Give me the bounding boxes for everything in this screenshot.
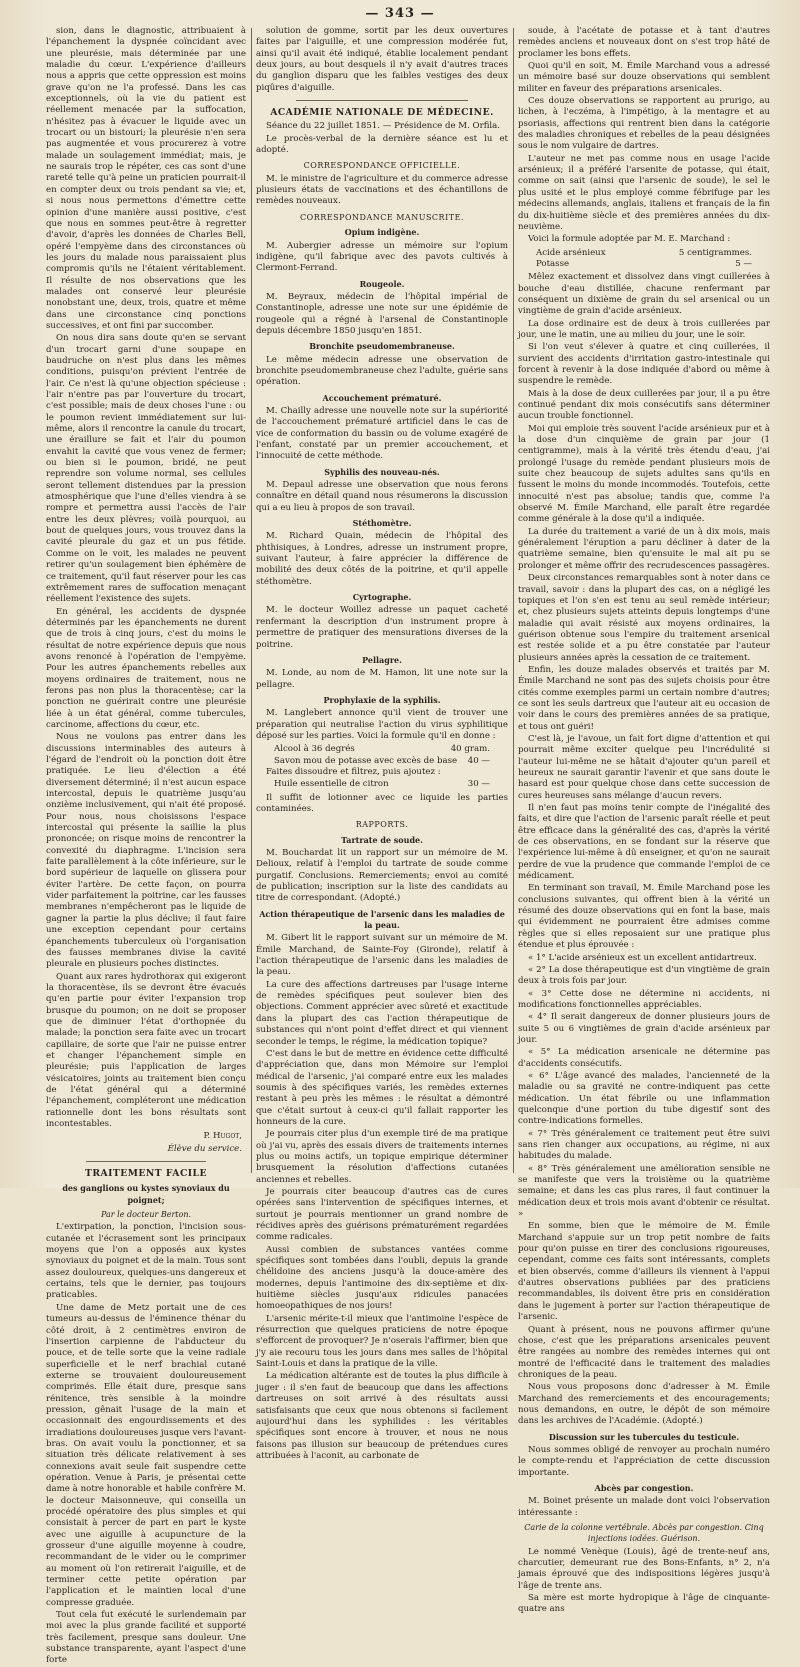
heading-pellagre: Pellagre. [362,654,402,665]
paragraph: M. le ministre de l'agriculture et du commerce adresse plusieurs états de vaccinations et des échantillons de remèdes nouveaux. [256,173,508,207]
paragraph: Je pourrais citer beaucoup d'autres cas de cures opérées sans l'intervention de spécifiques internes, et surtout je pourrais mentionner un grand nombre de récidives après des guérisons prématurément regardées comme radicales. [256,1186,508,1243]
conclusion-item: « 4° Il serait dangereux de donner plusieurs jours de suite 5 ou 6 vingtièmes de grain d'acide arsénieux par jour. [518,1012,770,1045]
column-middle [256,26,508,1461]
paragraph: M. Londe, au nom de M. Hamon, lit une note sur la pellagre. [256,668,508,690]
paragraph: M. Gibert lit le rapport suivant sur un mémoire de M. Émile Marchand, de Sainte-Foy (Gironde), relatif à l'action thérapeutique de l'arsenic dans les maladies de la peau. [256,933,508,978]
conclusion-item: « 5° La médication arsenicale ne détermine pas d'accidents consécutifs. [518,1047,770,1069]
paragraph: Il n'en faut pas moins tenir compte de l'inégalité des faits, et dire que l'action de l'arsenic paraît réelle et peut être efficace dans la généralité des cas, d'après la vérité de ces observations, en se fondant sur la réserve que l'expérience lui-même à dû enseigner, et qu'on ne saurait perdre de vue la prudence que commande l'emploi de ce médicament. [518,803,770,882]
conclusion-item: « 6° L'âge avancé des malades, l'ancienneté de la maladie ou sa gravité ne contre-indiquent pas cette médication. Un état fébrile ou une inflammation quelconque d'une portion du tube digestif sont des contre-indications formelles. [518,1070,770,1127]
academy-title: ACADÉMIE NATIONALE DE MÉDECINE. [270,107,494,119]
recipe-item: Acide arsénieux [536,247,606,258]
recipe-line [256,756,508,767]
paragraph: Deux circonstances remarquables sont à noter dans ce travail, savoir : dans la plupart des cas, on a négligé les topiques et l'on s'en est tenu au seul remède intérieur; et, chez plusieurs sujets atteints depuis longtemps d'une maladie qui avait résisté aux moyens ordinaires, la guérison obtenue sous l'empire du traitement arsenical est restée solide et a pu être constatée par l'auteur plusieurs années après la cessation de ce traitement. [518,573,770,663]
paragraph: M. Boinet présente un malade dont voici l'observation intéressante : [518,1496,770,1518]
paragraph: En somme, bien que le mémoire de M. Émile Marchand s'appuie sur un trop petit nombre de faits pour qu'on puisse en tirer des conclusions rigoureuses, cependant, comme ces faits sont intéressants, complets et bien observés, comme d'ailleurs ils viennent à l'appui d'autres observations publiées par des praticiens recommandables, ils doivent être pris en considération dans le jugement à porter sur l'action thérapeutique de l'arsenic. [518,1221,770,1323]
paragraph: L'arsenic mérite-t-il mieux que l'antimoine l'espèce de résurrection que quelques praticiens de notre époque s'efforcent de provoquer? Je n'oserais l'affirmer, bien que j'y aie recouru tous les jours dans mes salles de l'hôpital Saint-Louis et dans la pratique de la ville. [256,1313,508,1370]
heading-official: CORRESPONDANCE OFFICIELLE. [303,161,461,171]
case-title: Carie de la colonne vertébrale. Abcès par congestion. Cinq injections iodées. Guérison. [524,1523,764,1544]
heading-rougeole: Rougeole. [359,278,405,289]
conclusion-item: « 2° La dose thérapeutique est d'un vingtième de grain deux à trois fois par jour. [518,964,770,987]
paragraph: Mêlez exactement et dissolvez dans vingt cuillerées à bouche d'eau distillée, chacune renfermant par conséquent un dixième de grain du sel arsenical ou un vingtième de grain d'acide arsénieux. [518,272,770,317]
heading-opium: Opium indigène. [344,227,420,238]
paragraph: Voici la formule adoptée par M. E. Marchand : [528,234,731,245]
paragraph: M. Depaul adresse une observation que nous ferons connaître en détail quand nous résumerons la discussion qui a eu lieu à propos de son travail. [256,480,508,513]
heading-abces: Abcès par congestion. [594,1482,694,1493]
conclusion-item: « 8° Très généralement une amélioration sensible ne se manifeste que vers la troisième ou la quatrième semaine; et dans les cas plus rares, il faut continuer la médication deux et trois mois avant d'obtenir ce résultat. » [518,1163,770,1220]
paragraph: Enfin, les douze malades observés et traités par M. Émile Marchand ne sont pas des sujets choisis pour être cités comme exemples parmi un certain nombre d'autres; ce sont les seuls dartreux que l'auteur ait eu occasion de voir dans le cours des premières années de sa pratique, et tous ont guéri! [518,664,770,732]
conclusion-item: « 1° L'acide arsénieux est un excellent antidartreux. [528,952,757,963]
paragraph: M. le docteur Woillez adresse un paquet cacheté renfermant la description d'un instrument propre à permettre de pratiquer des mensurations diverses de la poitrine. [256,605,508,650]
article-byline: Par le docteur Berton. [100,1210,192,1220]
paragraph: Quant aux rares hydrothorax qui exigeront la thoracentèse, ils se devront être évacués qu'en partie pour éviter l'expansion trop brusque du poumon; on ne doit se proposer que de diminuer l'état d'orthopnée du malade; la ponction sera faite avec un trocart capillaire, de sorte que l'air ne puisse entrer et changer l'épanchement simple en pleurésie; puis l'application de larges vésicatoires, joints au traitement bien conçu de l'état général qui a déterminé l'épanchement, compléteront une médication rationnelle dont les bons résultats sont incontestables. [46,971,246,1129]
recipe-line [256,779,508,790]
heading-prophylaxie: Prophylaxie de la syphilis. [323,694,441,705]
recipe-block [518,248,770,271]
session-line: Séance du 22 juillet 1851. — Présidence de M. Orfila. [266,121,501,132]
page-number: — 343 — [365,6,435,21]
heading-discussion: Discussion sur les tubercules du testicule. [548,1431,740,1442]
heading-tartrate: Tartrate de soude. [341,834,423,845]
heading-rapports: RAPPORTS. [355,820,409,830]
paragraph: Aussi combien de substances vantées comme spécifiques sont tombées dans l'oubli, depuis la grande chélidoine des anciens jusqu'à la douce-amère des modernes, depuis l'antimoine des dix-septième et dix-huitième siècles jusqu'aux ridicules panacées homoeopathiques de nos jours! [256,1244,508,1312]
paragraph: Je pourrais citer plus d'un exemple tiré de ma pratique où j'ai vu, après des essais divers de traitements internes plus ou moins actifs, un topique empirique déterminer brusquement la résolution d'affections cutanées anciennes et rebelles. [256,1129,508,1185]
heading-syphilis: Syphilis des nouveau-nés. [324,466,440,477]
column-divider-left [251,28,252,1173]
recipe-item: Potasse [536,258,570,269]
column-divider-right [513,28,514,1173]
paragraph: M. Chailly adresse une nouvelle note sur la supériorité de l'accouchement prématuré artificiel dans le cas de vice de conformation du bassin ou de volume exagéré de l'enfant, constaté par un premier accouchement, et l'innocuité de cette méthode. [256,405,508,462]
section-separator [296,100,468,101]
signature-title: Élève du service. [167,1143,242,1154]
article-title: TRAITEMENT FACILE [84,1168,208,1180]
paragraph: M. Beyraux, médecin de l'hôpital impérial de Constantinople, adresse une note sur une épidémie de rougeole qui a régné à l'arsenal de Constantinople depuis décembre 1850 jusqu'en 1851. [256,291,508,336]
recipe-line [256,744,508,755]
paragraph: On nous dira sans doute qu'en se servant d'un trocart garni d'une soupape en baudruche on n'est plus dans les mêmes conditions, puisqu'on prévient l'entrée de l'air. Ce n'est là qu'une objection spécieuse : l'air n'entre pas par l'ouverture du trocart, c'est possible; mais de deux choses l'une : ou le poumon revient immédiatement sur lui-même, alors il rencontre la canule du trocart, une éraillure se fait et l'air du poumon envahit la cavité que vous venez de fermer; ou bien si le poumon, bridé, ne peut reprendre son volume normal, ses cellules seront tellement distendues par la pression atmosphérique que l'une d'elles viendra à se rompre et permettra aussi l'accès de l'air entre les deux plèvres; voilà pourquoi, au bout de quelques jours, vous trouvez dans la cavité pleurale du gaz et un pus fétide. Comme on le voit, les malades ne peuvent retirer qu'un soulagement bien éphémère de ce traitement, qu'il faut réserver pour les cas extrêmement rares de suffocation menaçant réellement l'existence des sujets. [46,333,246,605]
recipe-qty: 30 — [467,779,490,790]
paragraph: soude, à l'acétate de potasse et à tant d'autres remèdes anciens et nouveaux dont on s'est trop hâté de proclamer les bons effets. [518,26,770,59]
paragraph: Ces douze observations se rapportent au prurigo, au lichen, à l'eczéma, à l'impétigo, à la mentagre et au psoriasis, affections qui rentrent bien dans la catégorie des maladies chroniques et rebelles de la peau désignées sous le nom vulgaire de dartres. [518,96,770,152]
paragraph: Une dame de Metz portait une de ces tumeurs au-dessus de l'éminence thénar du côté droit, à 2 centimètres environ de l'insertion carpienne de l'abducteur du pouce, et de telle sorte que la veine radiale superficielle et le nerf brachial cutané externe se trouvaient douloureusement comprimés. Elle était dure, presque sans rénitence, très sensible à la moindre pression, gênait l'usage de la main et occasionnait des engourdissements et des irradiations douloureuses jusque vers l'avant-bras. On avait voulu la ponctionner, et sa situation très délicate relativement à ses connexions avait seule fait suspendre cette opération. Venue à Paris, je présentai cette dame à notre honorable et habile confrère M. le docteur Maisonneuve, qui conseilla un procédé opératoire des plus simples et qui consistait à percer de part en part le kyste avec une aiguille à acupuncture de la grosseur d'une aiguille moyenne à coudre, recommandant de le vider ou le comprimer au moment où l'on retirerait l'aiguille, et de terminer cette petite opération par l'application et le maintien local d'une compresse graduée. [46,1302,246,1608]
paragraph: La durée du traitement a varié de un à dix mois, mais généralement l'éruption a paru décliner à dater de la quatrième semaine, bien qu'ensuite le mal ait pu se prolonger et même offrir des recrudescences passagères. [518,526,770,571]
paragraph: La cure des affections dartreuses par l'usage interne de remèdes spécifiques peut soulever bien des objections. Comment apprécier avec sûreté et exactitude dans la plupart des cas l'action thérapeutique de substances qui n'ont point d'effet direct et qui viennent seconder le temps, le régime, la médication topique? [256,979,508,1047]
conclusion-item: « 7° Très généralement ce traitement peut être suivi sans rien changer aux occupations, au régime, ni aux habitudes du malade. [518,1128,770,1162]
paragraph: En terminant son travail, M. Émile Marchand pose les conclusions suivantes, qui offrent bien à la vérité un résumé des douze observations qui en font la base, mais qui évidemment ne pourraient être admises comme règles que si elles reposaient sur une pratique plus étendue et plus éprouvée : [518,883,770,951]
column-right [518,26,770,1615]
paragraph: M. Bouchardat lit un rapport sur un mémoire de M. Delioux, relatif à l'emploi du tartrate de soude comme purgatif. Conclusions. Remerciements; envoi au comité de publication; inscription sur la liste des candidats au titre de correspondant. (Adopté.) [256,848,508,904]
paragraph: La médication altérante est de toutes la plus difficile à juger : il s'en faut de beaucoup que dans les affections dartreuses on soit arrivé à des résultats aussi satisfaisants que ceux que nous obtenons si facilement aujourd'hui dans les syphilides : les véritables spécifiques sont encore à trouver, et nous ne nous faisons pas illusion sur beaucoup de prétendues cures attribuées à l'aconit, au carbonate de [256,1371,508,1461]
paragraph: C'est là, je l'avoue, un fait fort digne d'attention et qui pourrait même exciter quelque peu l'incrédulité si l'auteur lui-même ne se hâtait d'ajouter qu'un pareil et heureux ne saurait garantir l'avenir et que sans doute le hasard est pour quelque chose dans cette succession de cures heureuses sans mélange d'aucun revers. [518,733,770,801]
heading-manuscript: CORRESPONDANCE MANUSCRITE. [300,212,464,222]
paragraph: Nous vous proposons donc d'adresser à M. Émile Marchand des remerciements et des encouragements; nous demandons, en outre, le dépôt de son mémoire dans les archives de l'Académie. (Adopté.) [518,1382,770,1427]
paragraph: solution de gomme, sortit par les deux ouvertures faites par l'aiguille, et une compression modérée fut, ainsi qu'il avait été indiqué, établie localement pendant deux jours, au bout desquels il n'y avait d'autres traces du ganglion disparu que les faibles vestiges des deux piqûres d'aiguille. [256,26,508,93]
heading-cyrtographe: Cyrtographe. [352,592,412,603]
recipe-item: Alcool à 36 degrés [274,744,355,755]
heading-bronchite: Bronchite pseudomembraneuse. [309,341,455,352]
conclusion-item: « 3° Cette dose ne détermine ni accidents, ni modifications fonctionnelles appréciables. [518,988,770,1010]
heading-accouchement: Accouchement prématuré. [322,392,442,403]
article-subtitle: des ganglions ou kystes synoviaux du poignet; [62,1183,230,1205]
paragraph: L'auteur ne met pas comme nous en usage l'acide arsénieux; il a préféré l'arsenite de potasse, qui était, comme on sait (ainsi que l'arsenic de soude), le sel le plus usité et le plus employé comme fébrifuge par les médecins allemands, anglais, italiens et français de la fin du dix-huitième siècle et des premières années du dix-neuvième. [518,153,770,232]
recipe-qty: 40 gram. [450,744,490,755]
paragraph: Le même médecin adresse une observation de bronchite pseudomembraneuse chez l'adulte, guérie sans opération. [256,354,508,388]
heading-stethometre: Stéthomètre. [352,518,412,529]
recipe-note: Faites dissoudre et filtrez, puis ajoutez : [266,766,441,777]
recipe-block [256,744,508,790]
column-left [46,26,246,1666]
paragraph: Nous ne voulons pas entrer dans les discussions interminables des auteurs à l'égard de l'endroit où la ponction doit être pratiquée. Le lieu d'élection a été diversement déterminé; il n'est aucun espace intercostal, depuis le quatrième jusqu'au onzième inclusivement, qui n'ait été proposé. Pour nous, nous choisissons l'espace intercostal qui présente la saillie la plus prononcée; on risque moins de rencontrer la convexité du diaphragme. L'incision sera faite parallèlement à la côte inférieure, sur le bord supérieur de laquelle on glissera pour éviter l'artère. De cette façon, on pourra vider parfaitement la poitrine, car les fausses membranes n'empêcheront pas le liquide de gagner la partie la plus déclive; il faut faire une exception cependant pour certains épanchements tuberculeux où l'organisation des fausses membranes divise la cavité pleurale en plusieurs poches distinctes. [46,732,246,970]
paragraph: Quoi qu'il en soit, M. Émile Marchand vous a adressé un mémoire basé sur douze observations qui semblent militer en faveur des préparations arsenicales. [518,61,770,94]
paragraph: Tout cela fut exécuté le surlendemain par moi avec la plus grande facilité et supporté très facilement, presque sans douleur. Une substance transparente, ayant l'aspect d'une forte [46,1610,246,1666]
recipe-item: Huile essentielle de citron [274,779,389,790]
paragraph: Si l'on veut s'élever à quatre et cinq cuillerées, il survient des accidents d'irritation gastro-intestinale qui forcent à revenir à la dose indiquée d'abord ou même à suspendre le remède. [518,342,770,387]
recipe-line [518,259,770,270]
heading-arsenic: Action thérapeutique de l'arsenic dans les maladies de la peau. [259,908,505,931]
paragraph: M. Langlebert annonce qu'il vient de trouver une préparation qui neutralise l'action du virus syphilitique déposé sur les parties. Voici la formule qu'il en donne : [256,708,508,741]
recipe-qty: 5 — [735,258,752,269]
paragraph: La dose ordinaire est de deux à trois cuillerées par jour, une le matin, une au milieu du jour, une le soir. [518,318,770,340]
section-separator [86,1161,206,1162]
recipe-qty: 40 — [467,755,490,766]
paragraph: Sa mère est morte hydropique à l'âge de cinquante-quatre ans [518,1593,770,1615]
recipe-item: Savon mou de potasse avec excès de base [274,755,458,766]
paragraph: Mais à la dose de deux cuillerées par jour, il a pu être continué pendant dix mois consécutifs sans déterminer aucun trouble fonctionnel. [518,388,770,422]
minutes-line: Le procès-verbal de la dernière séance est lu et adopté. [256,133,508,156]
recipe-line [518,248,770,259]
paragraph: Le nommé Venèque (Louis), âgé de trente-neuf ans, charcutier, demeurant rue des Bons-Enfants, n° 2, n'a jamais éprouvé que des indispositions légères jusqu'à l'âge de trente ans. [518,1546,770,1591]
paragraph: Quant à présent, nous ne pouvons affirmer qu'une chose, c'est que les préparations arsenicales peuvent être rangées au nombre des remèdes internes qui ont montré de l'efficacité dans le traitement des maladies chroniques de la peau. [518,1324,770,1380]
paragraph: En général, les accidents de dyspnée déterminés par les épanchements ne durent que de trois à cinq jours, c'est du moins le résultat de notre expérience depuis que nous avons renoncé à l'opération de l'empyème. Pour les autres épanchements rebelles aux moyens ordinaires de traitement, nous ne ferons pas non plus la thoracentèse; car la ponction ne guérirait contre une pleurésie liée à un état général, comme tubercules, carcinome, affections du cœur, etc. [46,606,246,730]
paragraph: L'extirpation, la ponction, l'incision sous-cutanée et l'écrasement sont les principaux moyens que l'on a opposés aux kystes synoviaux du poignet et de la main. Tous sont assez douloureux, quelques-uns dangereux et certains, tels que le dernier, pas toujours praticables. [46,1222,246,1301]
paragraph: M. Aubergier adresse un mémoire sur l'opium indigène, qu'il fabrique avec des pavots cultivés à Clermont-Ferrand. [256,240,508,274]
paragraph: Il suffit de lotionner avec ce liquide les parties contaminées. [256,792,508,814]
paragraph: Nous sommes obligé de renvoyer au prochain numéro le compte-rendu et l'appréciation de cette discussion importante. [518,1444,770,1478]
paragraph: sion, dans le diagnostic, attribuaient à l'épanchement la dyspnée coïncidant avec une pleurésie, mais déterminée par une maladie du cœur. L'expérience d'ailleurs nous a appris que cette oppression est moins grave qu'on ne l'a professé. Dans les cas exceptionnels, où la vie du patient est réellement menacée par la suffocation, n'hésitez pas à évacuer le liquide avec un trocart ou un bistouri; la pleurésie n'en sera pas augmentée et vous procurerez à votre malade un soulagement immédiat; mais, je ne saurais trop le répéter, ces cas sont d'une rareté telle qu'à peine un praticien pourrait-il en compter deux ou trois pendant sa vie; et, si nous nous permettons d'émettre cette opinion d'une manière aussi positive, c'est que nous en sommes peut-être à regretter d'avoir, d'après les données de Charles Bell, opéré l'empyème dans des circonstances où les jours du malade nous paraissaient plus compromis qu'ils ne l'étaient véritablement. Il résulte de nos observations que les malades ont conservé leur pleurésie nonobstant une, deux, trois, quatre et même dans une circonstance cinq ponctions successives, et ont fini par succomber. [46,26,246,331]
paragraph: M. Richard Quain, médecin de l'hôpital des phthisiques, à Londres, adresse un instrument propre, suivant l'auteur, à faire apprécier la différence de mobilité des deux côtés de la poitrine, et qu'il appelle stéthomètre. [256,531,508,587]
paragraph: Moi qui emploie très souvent l'acide arsénieux pur et à la dose d'un cinquième de grain par jour (1 centigramme), mais à la vérité très étendu d'eau, j'ai prolongé l'usage du remède pendant plusieurs mois de suite chez beaucoup de sujets adultes sans qu'ils en fussent le moins du monde incommodés. Toutefois, cette innocuité n'est pas absolue; tandis que, comme l'a observé M. Émile Marchand, elle paraît être regardée comme générale à la dose qu'il a indiquée. [518,423,770,525]
recipe-qty: 5 centigrammes. [678,247,752,258]
signature-name: P. Hugot, [203,1131,242,1142]
paragraph: C'est dans le but de mettre en évidence cette difficulté d'appréciation que, dans mon Mémoire sur l'emploi médical de l'arsenic, j'ai comparé entre eux les malades soumis à des spécifiques variés, les remèdes externes restant à peu près les mêmes : le résultat a démontré que c'était surtout à ceux-ci qu'il fallait rapporter les honneurs de la cure. [256,1048,508,1127]
